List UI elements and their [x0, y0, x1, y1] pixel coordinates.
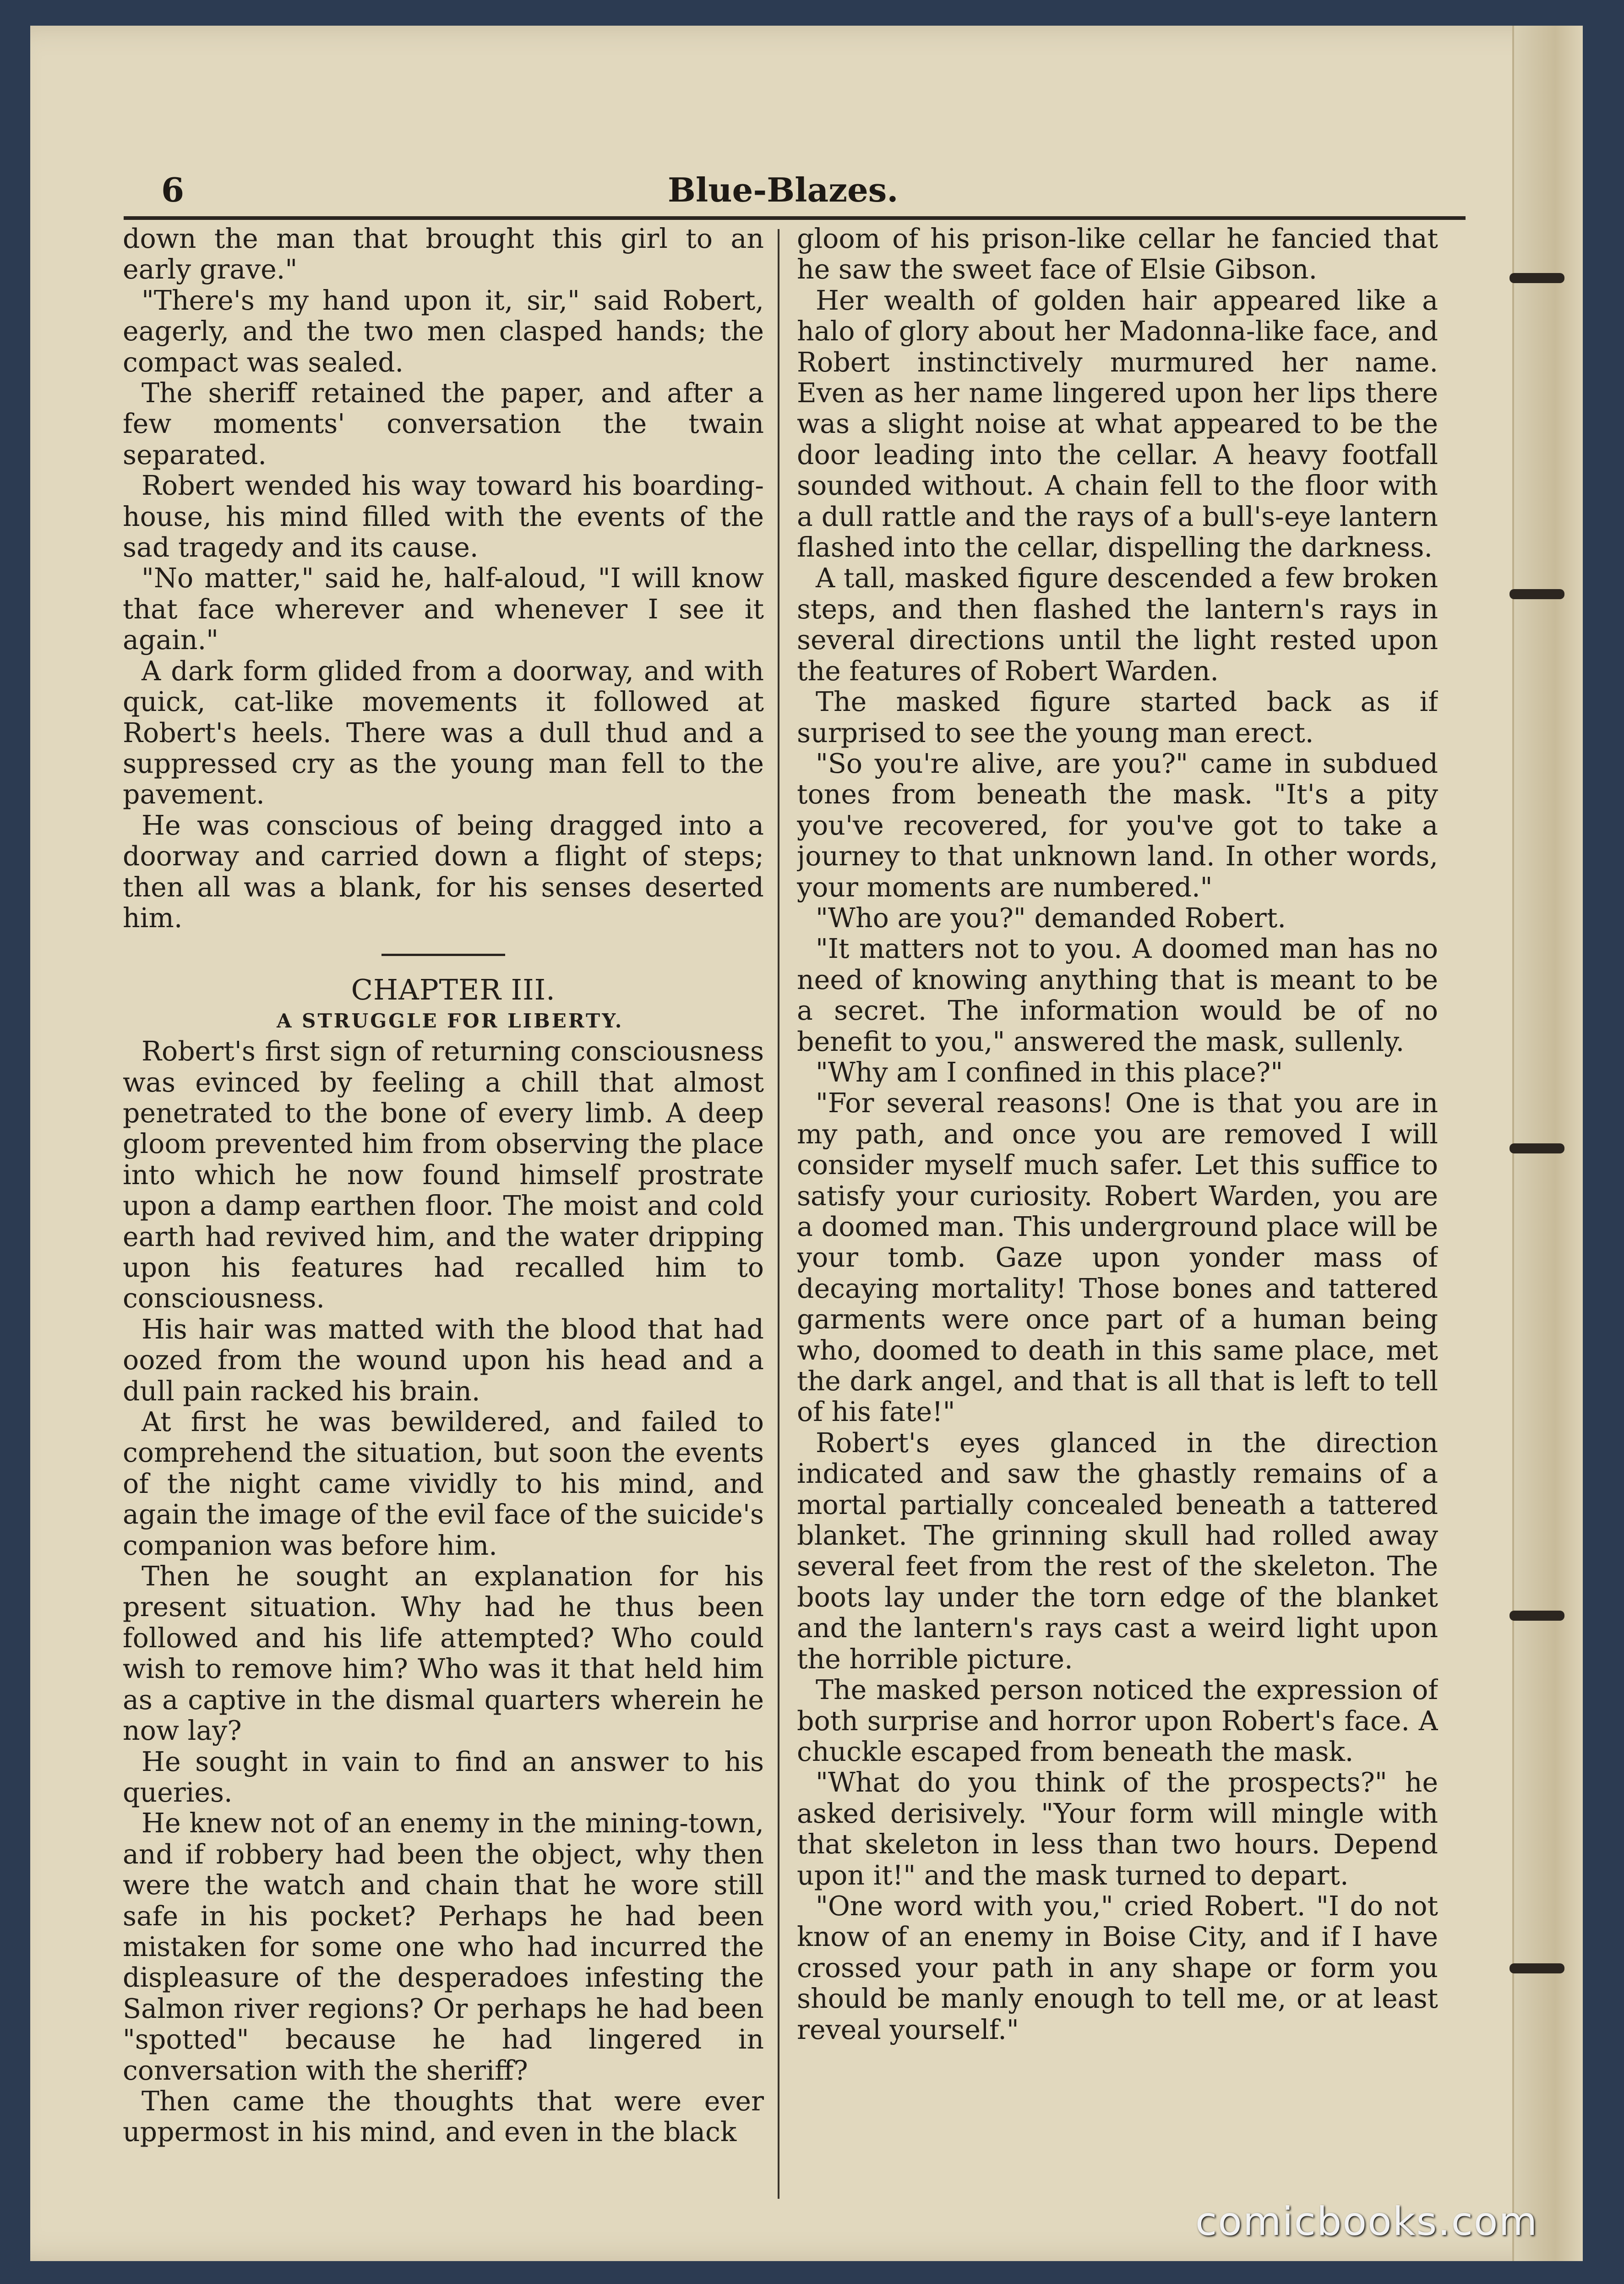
left-column [123, 224, 764, 2193]
paragraph: Then came the thoughts that were ever uppermost in his mind, and even in the black [123, 2085, 764, 2148]
site-watermark: comicbooks.com [1195, 2199, 1538, 2245]
paragraph: The sheriff retained the paper, and after a few moments' conversation the twain separated. [123, 377, 764, 470]
paragraph: He was conscious of being dragged into a doorway and carried down a flight of steps; then all was a blank, for his senses deserted him. [123, 809, 764, 934]
column-divider [778, 229, 779, 2199]
paragraph: "There's my hand upon it, sir," said Robert, eagerly, and the two men clasped hands; the compact was sealed. [123, 284, 764, 378]
paragraph: "No matter," said he, half-aloud, "I will know that face wherever and whenever I see it again." [123, 563, 764, 656]
binding-stitch [1510, 1611, 1564, 1621]
paragraph: The masked figure started back as if surprised to see the young man erect. [797, 686, 1438, 749]
paragraph: Her wealth of golden hair appeared like a halo of glory about her Madonna-like face, and Robert instinctively murmured her name. Even as her name lingered upon her lips there was a slight noise at what appeared to be the door leading into the cellar. A heavy footfall sounded without. A chain fell to the floor with a dull rattle and the rays of a bull's-eye lantern flashed into the cellar, dispelling the darkness. [797, 284, 1438, 563]
paragraph: "It matters not to you. A doomed man has no need of knowing anything that is meant to be a secret. The information would be of no benefit to you," answered the mask, sullenly. [797, 933, 1438, 1057]
chapter-divider-rule [381, 954, 505, 956]
page-spine-edge [1512, 26, 1583, 2261]
header-rule [124, 216, 1466, 220]
paragraph: "One word with you," cried Robert. "I do not know of an enemy in Boise City, and if I have crossed your path in any shape or form you should be manly enough to tell me, or at least reveal yourself." [797, 1890, 1438, 2045]
chapter-subtitle: A STRUGGLE FOR LIBERTY. [276, 1009, 624, 1032]
paragraph: He sought in vain to find an answer to his queries. [123, 1746, 764, 1808]
running-title: Blue-Blazes. [668, 170, 899, 209]
paragraph: A dark form glided from a doorway, and with quick, cat-like movements it followed at Robert's heels. There was a dull thud and a suppressed cry as the young man fell to the pavement. [123, 655, 764, 810]
paragraph: down the man that brought this girl to an early grave." [123, 224, 764, 285]
paragraph: The masked person noticed the expression of both surprise and horror upon Robert's face. A chuckle escaped from beneath the mask. [797, 1674, 1438, 1767]
paragraph: "What do you think of the prospects?" he asked derisively. "Your form will mingle with that skeleton in less than two hours. Depend upon it!" and the mask turned to depart. [797, 1767, 1438, 1891]
paragraph: At first he was bewildered, and failed to comprehend the situation, but soon the events of the night came vividly to his mind, and again the image of the evil face of the suicide's companion was before him. [123, 1406, 764, 1561]
paragraph: Robert wended his way toward his boarding-house, his mind filled with the events of the sad tragedy and its cause. [123, 470, 764, 563]
paragraph: gloom of his prison-like cellar he fancied that he saw the sweet face of Elsie Gibson. [797, 224, 1438, 285]
binding-stitch [1510, 273, 1564, 283]
paragraph: "For several reasons! One is that you are in my path, and once you are removed I will consider myself much safer. Let this suffice to satisfy your curiosity. Robert Warden, you are a doomed man. This underground place will be your tomb. Gaze upon yonder mass of decaying mortality! Those bones and tattered garments were once part of a human being who, doomed to death in this same place, met the dark angel, and that is all that is left to tell of his fate!" [797, 1087, 1438, 1428]
paragraph: Robert's first sign of returning consciousness was evinced by feeling a chill that almost penetrated to the bone of every limb. A deep gloom prevented him from observing the place into which he now found himself prostrate upon a damp earthen floor. The moist and cold earth had revived him, and the water dripping upon his features had recalled him to consciousness. [123, 1036, 764, 1314]
chapter-title: CHAPTER III. [351, 973, 556, 1007]
paragraph: A tall, masked figure descended a few broken steps, and then flashed the lantern's rays in several directions until the light rested upon the features of Robert Warden. [797, 563, 1438, 687]
paragraph: "So you're alive, are you?" came in subdued tones from beneath the mask. "It's a pity you've recovered, for you've got to take a journey to that unknown land. In other words, your moments are numbered." [797, 748, 1438, 903]
paragraph: "Why am I confined in this place?" [815, 1056, 1283, 1088]
binding-stitch [1510, 589, 1564, 599]
binding-stitch [1510, 1143, 1564, 1153]
paragraph: His hair was matted with the blood that had oozed from the wound upon his head and a dull pain racked his brain. [123, 1313, 764, 1407]
paragraph: Then he sought an explanation for his present situation. Why had he thus been followed and his life attempted? Who could wish to remove him? Who was it that held him as a captive in the dismal quarters wherein he now lay? [123, 1561, 764, 1747]
binding-stitch [1510, 1963, 1564, 1973]
page-header [124, 165, 1466, 220]
paragraph: "Who are you?" demanded Robert. [815, 902, 1286, 934]
right-column [797, 224, 1438, 2193]
paragraph: Robert's eyes glanced in the direction indicated and saw the ghastly remains of a mortal partially concealed beneath a tattered blanket. The grinning skull had rolled away several feet from the rest of the skeleton. The boots lay under the torn edge of the blanket and the lantern's rays cast a weird light upon the horrible picture. [797, 1427, 1438, 1675]
paragraph: He knew not of an enemy in the mining-town, and if robbery had been the object, why then were the watch and chain that he wore still safe in his pocket? Perhaps he had been mistaken for some one who had incurred the displeasure of the desperadoes infesting the Salmon river regions? Or perhaps he had been "spotted" because he had lingered in conversation with the sheriff? [123, 1808, 764, 2086]
page-number: 6 [161, 170, 185, 209]
